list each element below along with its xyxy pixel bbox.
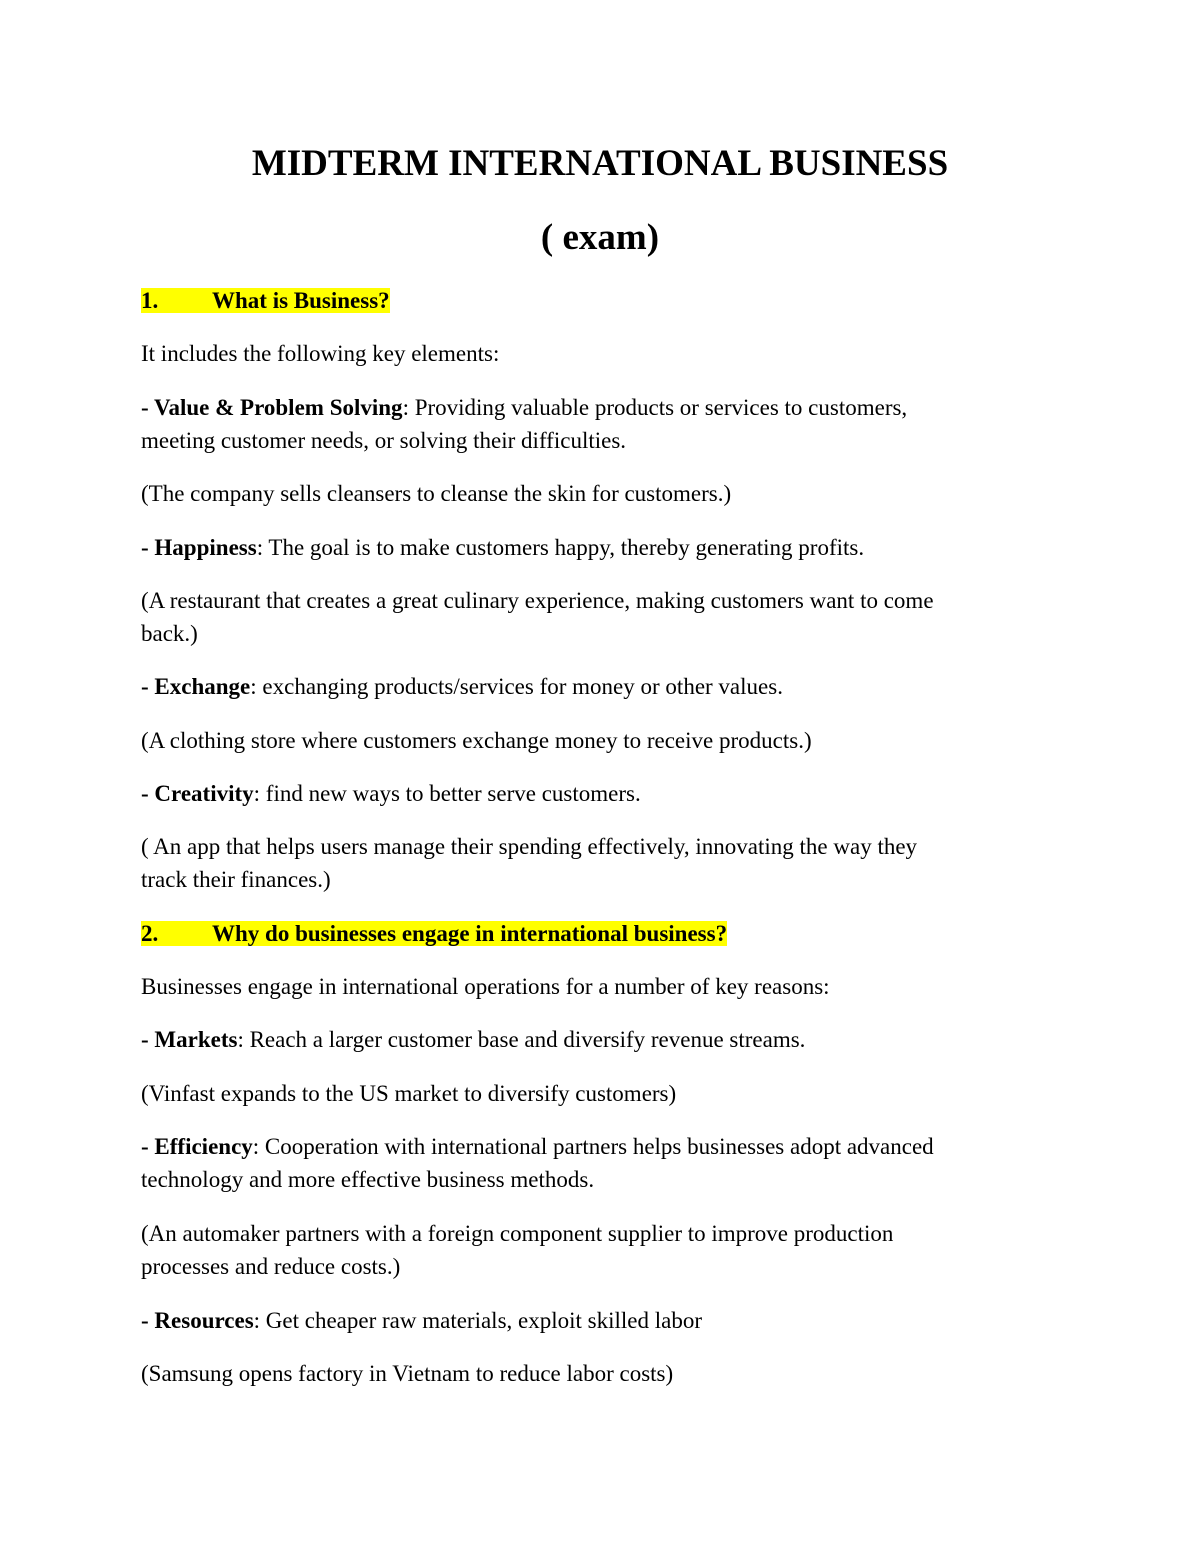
q1-value-dash: - [141, 395, 154, 420]
q1-intro: It includes the following key elements: [141, 341, 500, 366]
question-1-heading [141, 284, 390, 317]
q2-resources-example: (Samsung opens factory in Vietnam to reduce labor costs) [141, 1361, 674, 1386]
q1-happiness-dash: - [141, 535, 155, 560]
q2-efficiency-desc-1: : Cooperation with international partners helps businesses adopt advanced [252, 1134, 934, 1159]
q2-intro: Businesses engage in international operations for a number of key reasons: [141, 974, 830, 999]
question-2-heading [141, 917, 727, 950]
question-2-highlight [141, 921, 727, 946]
q2-efficiency-desc-2: technology and more effective business methods. [141, 1167, 595, 1192]
question-1-number: 1. [141, 288, 159, 313]
q1-exchange-example: (A clothing store where customers exchange money to receive products.) [141, 728, 812, 753]
document-subtitle: ( exam) [540, 217, 660, 258]
q2-resources-dash: - [141, 1308, 155, 1333]
q1-happiness-term: Happiness [154, 535, 257, 560]
question-1-highlight [141, 288, 390, 313]
q1-creativity-desc: : find new ways to better serve customers. [253, 781, 641, 806]
q1-happiness-desc: : The goal is to make customers happy, thereby generating profits. [256, 535, 865, 560]
q1-creativity-example-2: track their finances.) [141, 867, 331, 892]
q1-value-desc-2: meeting customer needs, or solving their difficulties. [141, 428, 627, 453]
q2-resources-item [141, 1304, 702, 1337]
q1-value-desc-1: : Providing valuable products or services to customers, [402, 395, 908, 420]
q2-efficiency-term: Efficiency [154, 1134, 253, 1159]
q1-happiness-item [141, 531, 864, 564]
q1-happiness-example-2: back.) [141, 621, 198, 646]
q2-resources-desc: : Get cheaper raw materials, exploit skilled labor [253, 1308, 702, 1333]
q2-resources-term: Resources [154, 1308, 254, 1333]
q1-creativity-example-1: ( An app that helps users manage their spending effectively, innovating the way they [141, 834, 918, 859]
q2-markets-item [141, 1023, 805, 1056]
question-1-text: What is Business? [212, 288, 390, 313]
q2-efficiency-example-1: (An automaker partners with a foreign component supplier to improve production [141, 1221, 894, 1246]
q2-markets-desc: : Reach a larger customer base and diversify revenue streams. [237, 1027, 806, 1052]
q2-efficiency-dash: - [141, 1134, 155, 1159]
q2-efficiency-item [141, 1130, 934, 1163]
q1-creativity-dash: - [141, 781, 155, 806]
q1-value-example: (The company sells cleansers to cleanse the skin for customers.) [141, 481, 732, 506]
q1-creativity-term: Creativity [154, 781, 254, 806]
q1-creativity-item [141, 777, 641, 810]
question-2-text: Why do businesses engage in international business? [212, 921, 728, 946]
q1-exchange-desc: : exchanging products/services for money or other values. [250, 674, 783, 699]
q2-efficiency-example-2: processes and reduce costs.) [141, 1254, 401, 1279]
q1-value-item [141, 391, 907, 424]
q1-value-term: Value & Problem Solving [154, 395, 403, 420]
q2-markets-example: (Vinfast expands to the US market to diversify customers) [141, 1081, 677, 1106]
q1-exchange-dash: - [141, 674, 155, 699]
q2-markets-term: Markets [154, 1027, 238, 1052]
q1-exchange-item [141, 670, 783, 703]
document-title: MIDTERM INTERNATIONAL BUSINESS [251, 143, 949, 184]
q1-exchange-term: Exchange [154, 674, 251, 699]
question-2-number: 2. [141, 921, 159, 946]
q2-markets-dash: - [141, 1027, 155, 1052]
q1-happiness-example-1: (A restaurant that creates a great culinary experience, making customers want to come [141, 588, 934, 613]
